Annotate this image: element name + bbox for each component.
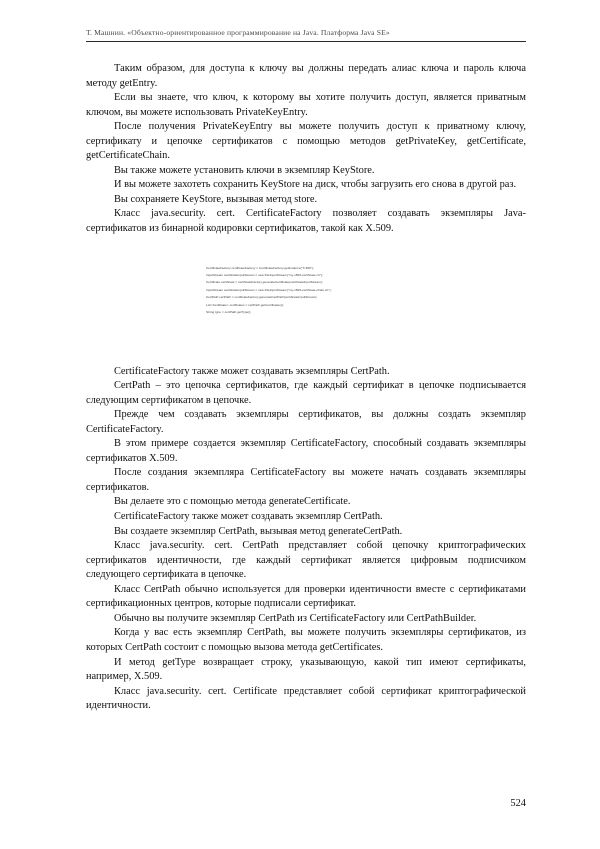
paragraph: CertificateFactory также может создавать экземпляр CertPath. [114, 511, 383, 523]
code-listing-figure [86, 237, 526, 365]
paragraph: Класс java.security. cert. Certificate представляет собой сертификат криптографической идентичности. [86, 685, 526, 712]
paragraph: Класс java.security. cert. CertPath представляет собой цепочку криптографических сертификатов идентичности, где каждый сертификат является цифровым подписчиком следующего сертификата в цепочке. [86, 540, 526, 581]
paragraph: Таким образом, для доступа к ключу вы должны передать алиас ключа и пароль ключа методу getEntry. [86, 63, 526, 89]
code-line: CertPath certPath = certificateFactory.generateCertPath(certificateInputStream); [206, 295, 318, 300]
paragraph: CertPath – это цепочка сертификатов, где каждый сертификат в цепочке подписывается следующим сертификатом в цепочке. [86, 380, 526, 406]
code-listing [198, 259, 434, 323]
paragraph: Класс CertPath обычно используется для проверки идентичности вместе с сертификатами сертификационных центров, которые подписали сертификат. [86, 583, 526, 610]
page-body [86, 62, 526, 714]
paragraph: Если вы знаете, что ключ, к которому вы хотите получить доступ, является приватным ключом, вы можете использовать PrivateKeyEntry. [86, 92, 526, 118]
code-line: CertificateFactory certificateFactory = CertificateFactory.getInstance("X.509"); [206, 265, 314, 270]
paragraph: Прежде чем создавать экземпляры сертификатов, вы должны создать экземпляр CertificateFactory. [86, 409, 526, 435]
code-line: Certificate certificate = certificateFactory.generateCertificate(certificateInputStream); [206, 280, 323, 285]
paragraph: Вы создаете экземпляр CertPath, вызывая метод generateCertPath. [114, 525, 403, 537]
code-line: List<Certificate> certificates = certPath.getCertificates(); [206, 302, 284, 307]
paragraph: После получения PrivateKeyEntry вы можете получить доступ к приватному ключу, сертификату и цепочке сертификатов с помощью методов getPrivateKey, getCertificate, getCertificateChain. [86, 121, 526, 162]
code-line: String type = certPath.getType(); [206, 310, 252, 314]
paragraph: Вы сохраняете KeyStore, вызывая метод store. [114, 193, 318, 205]
code-line: InputStream certificateInputStream = new FileInputStream("my-x509-certificate-chain.crt"); [206, 287, 332, 292]
paragraph: Обычно вы получите экземпляр CertPath из CertificateFactory или CertPathBuilder. [114, 612, 477, 624]
paragraph: В этом примере создается экземпляр CertificateFactory, способный создавать экземпляры сертификатов X.509. [86, 438, 526, 464]
paragraph: И метод getType возвращает строку, указывающую, какой тип имеют сертификаты, например, X.509. [86, 656, 526, 683]
paragraph: Вы также можете установить ключи в экземпляр KeyStore. [114, 164, 375, 176]
paragraph: И вы можете захотеть сохранить KeyStore на диск, чтобы загрузить его снова в другой раз. [114, 179, 517, 191]
header-divider [86, 41, 526, 42]
code-line: InputStream certificateInputStream = new FileInputStream("my-x509-certificate.crt"); [206, 272, 323, 277]
paragraph: После создания экземпляра CertificateFactory вы можете начать создавать экземпляры сертификатов. [86, 467, 526, 493]
paragraph: Класс java.security. cert. CertificateFactory позволяет создавать экземпляры Java-сертификатов из бинарной кодировки сертификатов, такой как X.509. [86, 208, 526, 235]
paragraph: Когда у вас есть экземпляр CertPath, вы можете получить экземпляры сертификатов, из которых CertPath состоит с помощью вызова метода getCertificates. [86, 627, 526, 653]
page-number: 524 [510, 798, 526, 809]
running-head: Т. Машнин. «Объектно-ориентированное программирование на Java. Платформа Java SE» [86, 28, 390, 37]
paragraph: CertificateFactory также может создавать экземпляры CertPath. [114, 365, 390, 377]
paragraph: Вы делаете это с помощью метода generateCertificate. [114, 496, 351, 508]
page-header [86, 27, 526, 50]
